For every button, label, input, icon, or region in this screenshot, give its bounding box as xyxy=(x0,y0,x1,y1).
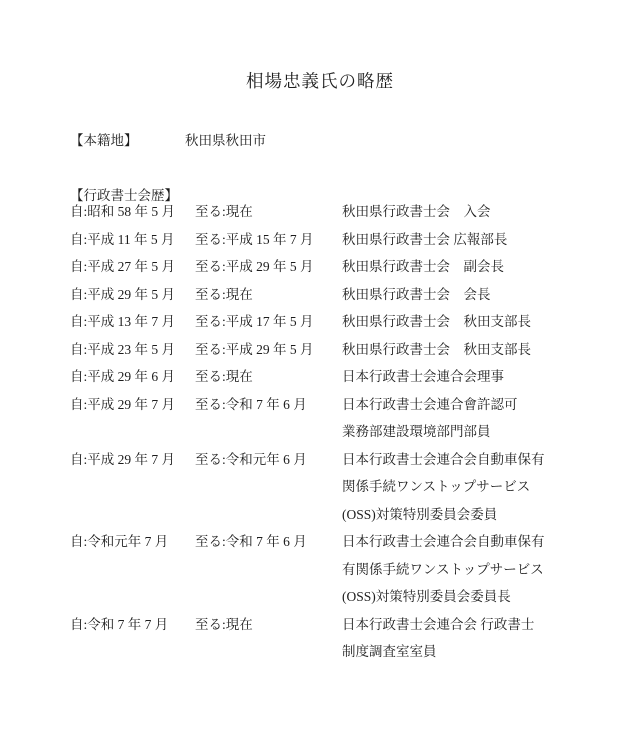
career-row xyxy=(70,198,590,226)
career-row xyxy=(70,363,590,391)
career-position xyxy=(342,528,590,611)
career-row xyxy=(70,391,590,446)
career-position xyxy=(342,253,590,281)
career-to-date: 至る:現在 xyxy=(195,616,253,632)
career-to-date: 至る:現在 xyxy=(195,369,253,384)
career-position xyxy=(342,198,590,226)
career-to-date: 至る:平成 29 年 5 月 xyxy=(195,341,314,357)
career-row xyxy=(70,253,590,281)
career-to-date: 至る:平成 15 年 7 月 xyxy=(195,231,314,247)
career-to-date: 至る:平成 29 年 5 月 xyxy=(195,259,314,274)
career-history-table xyxy=(70,198,590,666)
career-row xyxy=(70,336,590,364)
career-position xyxy=(342,281,590,309)
career-row xyxy=(70,611,590,666)
career-position-line: 日本行政書士会連合会自動車保有 xyxy=(342,451,545,467)
registered-domicile-label: 【本籍地】 xyxy=(70,133,138,148)
career-position-line: (OSS)対策特別委員会委員長 xyxy=(342,589,511,604)
career-section-heading: 【行政書士会歴】 xyxy=(70,188,178,203)
career-position xyxy=(342,363,590,391)
career-row xyxy=(70,226,590,254)
career-position-line: 秋田県行政書士会 秋田支部長 xyxy=(342,341,531,357)
career-position xyxy=(342,308,590,336)
career-from-date: 自:平成 11 年 5 月 xyxy=(70,231,175,247)
page-title: 相場忠義氏の略歴 xyxy=(246,71,394,91)
registered-domicile-row xyxy=(70,129,266,149)
career-position xyxy=(342,446,590,529)
career-position xyxy=(342,336,590,364)
career-from-date: 自:平成 29 年 6 月 xyxy=(70,369,176,384)
career-from-date: 自:平成 23 年 5 月 xyxy=(70,341,176,357)
career-from-date: 自:平成 27 年 5 月 xyxy=(70,259,176,274)
career-position-line: 有関係手続ワンストップサービス xyxy=(342,561,544,577)
career-position-line: 日本行政書士会連合會許認可 xyxy=(342,396,518,412)
career-to-date: 至る:現在 xyxy=(195,286,253,302)
career-from-date: 自:平成 29 年 7 月 xyxy=(70,451,176,467)
career-position-line: 日本行政書士会連合会自動車保有 xyxy=(342,534,545,549)
career-position xyxy=(342,226,590,254)
career-row xyxy=(70,528,590,611)
career-position-line: 秋田県行政書士会 入会 xyxy=(342,204,491,219)
career-from-date: 自:令和 7 年 7 月 xyxy=(70,616,169,632)
career-to-date: 至る:令和元年 6 月 xyxy=(195,451,307,467)
career-position-line: 秋田県行政書士会 秋田支部長 xyxy=(342,314,531,329)
career-row xyxy=(70,281,590,309)
career-position-line: 日本行政書士会連合会 行政書士 xyxy=(342,616,535,632)
career-to-date: 至る:令和 7 年 6 月 xyxy=(195,396,307,412)
career-row xyxy=(70,446,590,529)
career-position-line: 秋田県行政書士会 広報部長 xyxy=(342,231,508,247)
career-position xyxy=(342,611,590,666)
career-position-line: (OSS)対策特別委員会委員 xyxy=(342,506,498,522)
career-position-line: 関係手続ワンストップサービス xyxy=(342,479,531,494)
career-position xyxy=(342,391,590,446)
career-position-line: 日本行政書士会連合会理事 xyxy=(342,369,504,384)
career-from-date: 自:令和元年 7 月 xyxy=(70,534,169,549)
career-from-date: 自:平成 13 年 7 月 xyxy=(70,314,176,329)
career-position-line: 制度調査室室員 xyxy=(342,644,437,659)
career-to-date: 至る:平成 17 年 5 月 xyxy=(195,314,314,329)
career-position-line: 秋田県行政書士会 副会長 xyxy=(342,259,504,274)
registered-domicile-value: 秋田県秋田市 xyxy=(185,133,266,148)
career-to-date: 至る:現在 xyxy=(195,204,253,219)
career-from-date: 自:平成 29 年 5 月 xyxy=(70,286,176,302)
career-position-line: 業務部建設環境部門部員 xyxy=(342,424,491,439)
career-from-date: 自:平成 29 年 7 月 xyxy=(70,396,176,412)
career-to-date: 至る:令和 7 年 6 月 xyxy=(195,534,307,549)
career-row xyxy=(70,308,590,336)
career-position-line: 秋田県行政書士会 会長 xyxy=(342,286,491,302)
career-from-date: 自:昭和 58 年 5 月 xyxy=(70,204,176,219)
